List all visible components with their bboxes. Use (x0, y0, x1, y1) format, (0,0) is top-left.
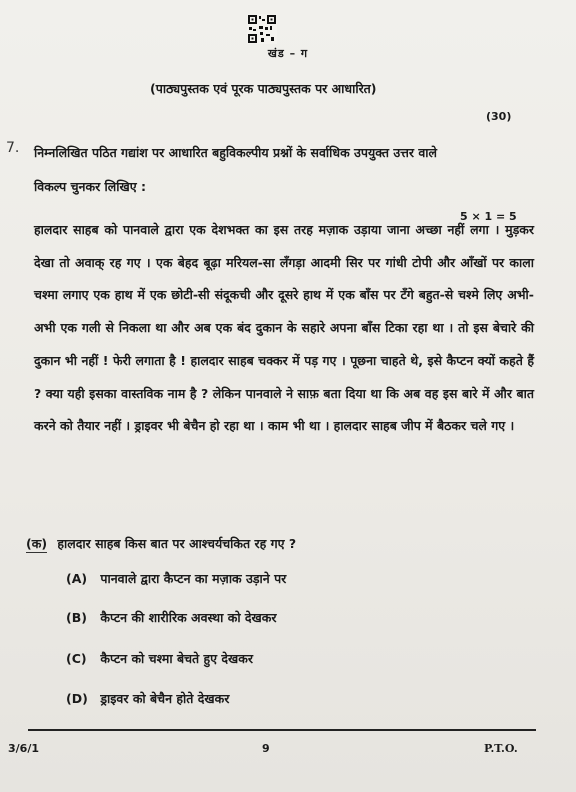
option-text: ड्राइवर को बेचैन होते देखकर (100, 691, 230, 706)
subquestion-text: हालदार साहब किस बात पर आश्चर्यचकित रह गए ? (57, 536, 297, 551)
option-letter: (A) (66, 571, 88, 586)
option-a[interactable] (66, 570, 286, 587)
option-text: कैप्टन की शारीरिक अवस्था को देखकर (100, 610, 277, 625)
option-text: कैप्टन को चश्मा बेचते हुए देखकर (100, 651, 253, 666)
option-letter: (D) (66, 691, 88, 706)
subquestion (26, 535, 296, 553)
section-marks: (30) (486, 110, 512, 123)
subquestion-label: (क) (26, 536, 48, 551)
question-number: 7. (6, 140, 20, 156)
option-letter: (C) (66, 651, 87, 666)
qr-code-icon (247, 14, 277, 44)
section-heading: खंड – ग (267, 47, 309, 60)
page-number: 9 (262, 742, 270, 755)
paper-code: 3/6/1 (8, 742, 39, 755)
option-b[interactable] (66, 609, 277, 626)
pto-label: P.T.O. (484, 742, 518, 755)
question-instruction (34, 136, 534, 204)
instruction-line-1: निम्नलिखित पठित गद्यांश पर आधारित बहुविकल्पीय प्रश्नों के सर्वाधिक उपयुक्त उत्तर वाले (34, 145, 438, 160)
option-c[interactable] (66, 650, 253, 667)
scoring-scheme: 5 × 1 = 5 (460, 210, 517, 223)
passage-text: हालदार साहब को पानवाले द्वारा एक देशभक्त का इस तरह मज़ाक उड़ाया जाना अच्छा नहीं लगा । मुड़कर देखा तो अवाक् रह गए । एक बेहद बूढ़ा मरियल-सा लँगड़ा आदमी सिर पर गांधी टोपी और आँखों पर काला चश्मा लगाए एक हाथ में एक छोटी-सी संदूकची और दूसरे हाथ में एक बाँस पर टँगे बहुत-से चश्मे लिए अभी-अभी एक गली से निकला था और अब एक बंद दुकान के सहारे अपना बाँस टिका रहा था । तो इस बेचारे की दुकान भी नहीं ! फेरी लगाता है ! हालदार साहब चक्कर में पड़ गए । पूछना चाहते थे, इसे कैप्टन क्यों कहते हैं ? क्या यही इसका वास्तविक नाम है ? लेकिन पानवाले ने साफ़ बता दिया था कि अब वह इस बारे में और बात करने को तैयार नहीं । ड्राइवर भी बेचैन हो रहा था । काम भी था । हालदार साहब जीप में बैठकर चले गए । (34, 222, 534, 434)
footer-divider (28, 729, 536, 731)
instruction-line-2: विकल्प चुनकर लिखिए : (34, 179, 146, 194)
section-subtitle: (पाठ्यपुस्तक एवं पूरक पाठ्यपुस्तक पर आधारित) (150, 81, 377, 96)
option-letter: (B) (66, 610, 87, 625)
option-text: पानवाले द्वारा कैप्टन का मज़ाक उड़ाने पर (100, 571, 287, 586)
option-d[interactable] (66, 690, 229, 707)
